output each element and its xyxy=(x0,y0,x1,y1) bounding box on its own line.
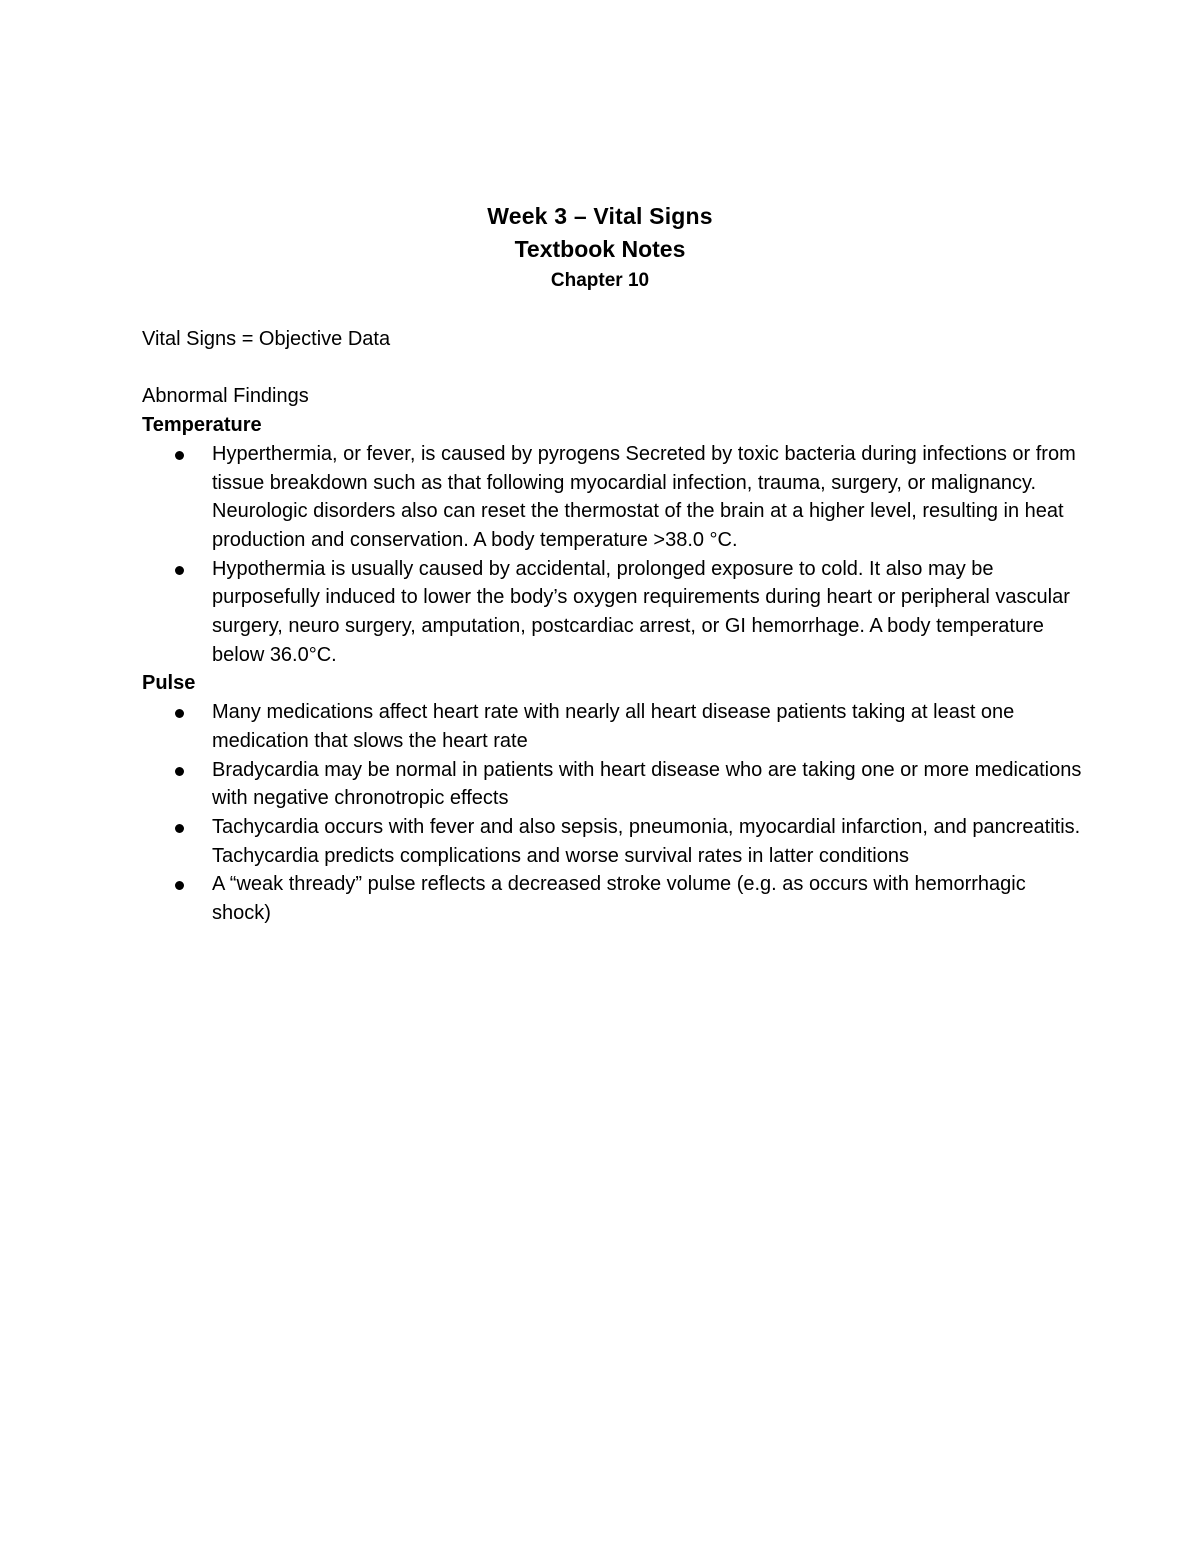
pulse-list xyxy=(142,698,1082,928)
bullet-icon xyxy=(175,824,184,833)
intro-line: Vital Signs = Objective Data xyxy=(142,328,391,350)
list-item xyxy=(142,870,1082,927)
pulse-heading: Pulse xyxy=(142,672,196,695)
bullet-icon xyxy=(175,767,184,776)
document-body xyxy=(142,325,1082,928)
list-item xyxy=(142,440,1082,555)
title-block xyxy=(0,200,1200,296)
bullet-icon xyxy=(175,881,184,890)
chapter-label: Chapter 10 xyxy=(550,270,650,291)
bullet-icon xyxy=(175,566,184,575)
page-subtitle: Textbook Notes xyxy=(514,236,686,262)
list-item xyxy=(142,555,1082,670)
list-item-text: Hypothermia is usually caused by accidental, prolonged exposure to cold. It also may be purposefully induced to lower the body’s oxygen requirements during heart or peripheral vascular surgery, neuro surgery, amputation, postcardiac arrest, or GI hemorrhage. A body temperature below 36.0°C. xyxy=(212,557,1070,666)
temperature-heading: Temperature xyxy=(142,414,262,437)
list-item xyxy=(142,813,1082,870)
bullet-icon xyxy=(175,451,184,460)
list-item-text: Bradycardia may be normal in patients with heart disease who are taking one or more medications with negative chronotropic effects xyxy=(212,758,1082,810)
list-item-text: Many medications affect heart rate with nearly all heart disease patients taking at least one medication that slows the heart rate xyxy=(212,701,1015,752)
list-item-text: A “weak thready” pulse reflects a decreased stroke volume (e.g. as occurs with hemorrhagic shock) xyxy=(212,873,1026,925)
list-item xyxy=(142,756,1082,813)
page-title: Week 3 – Vital Signs xyxy=(487,203,713,229)
spacer xyxy=(142,354,1082,383)
list-item-text: Tachycardia occurs with fever and also sepsis, pneumonia, myocardial infarction, and pancreatitis. Tachycardia predicts complications and worse survival rates in latter conditions xyxy=(212,815,1081,867)
temperature-list xyxy=(142,440,1082,670)
bullet-icon xyxy=(175,709,184,718)
list-item xyxy=(142,698,1082,755)
list-item-text: Hyperthermia, or fever, is caused by pyrogens Secreted by toxic bacteria during infections or from tissue breakdown such as that following myocardial infection, trauma, surgery, or malignancy. Neurologic disorders also can reset the thermostat of the brain at a higher level, resulting in heat production and conservation. A body temperature >38.0 °C. xyxy=(212,442,1076,551)
section-label: Abnormal Findings xyxy=(142,385,309,408)
